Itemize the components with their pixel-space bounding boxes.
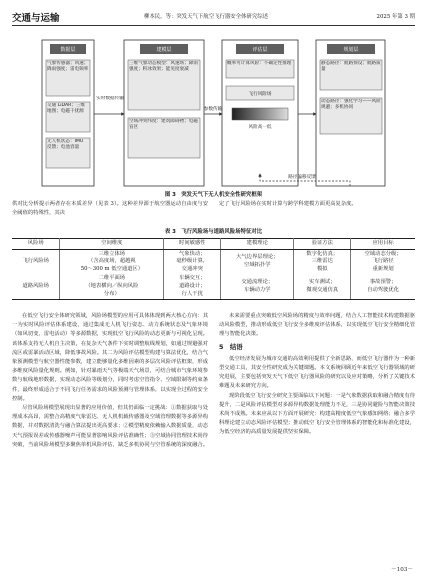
table-cell: 车辆交互； 道路设计； 行人干扰	[164, 274, 221, 299]
paragraph: 定了飞行风险场在实时计算与跨学科建模方面更高复杂度。	[219, 201, 357, 207]
paragraph: 供对比分析提示两者存在本质差异（见表 3）。这种差异源于航空器运动自由度与安全阈值的特殊性，其决	[12, 201, 208, 217]
param-label: 参数传输	[203, 107, 223, 112]
text-top-right	[219, 200, 415, 209]
table-caption: 表 3 飞行风险场与道路风险场特征对比	[164, 229, 263, 235]
col-header: 建模理论	[221, 239, 294, 250]
table-cell: 数字化仿真； 三维雷达 模拟	[294, 249, 351, 274]
right-column	[219, 312, 415, 567]
table-cell: 道路风险场	[12, 274, 60, 299]
research-framework-figure	[40, 38, 387, 188]
stage-label-data: 数据层	[60, 47, 76, 53]
section-title: 5 结语	[219, 342, 243, 351]
paragraph: 未来需要重点突破低空风险场的精度与效率问题，结合人工智能技术构建数据驱动风险模型，推动形成低空飞行安全多维度评估体系，以实现低空飞行安全精细化管理与智能化决策。	[219, 313, 415, 338]
data-item-weather: 气象传感器；风速；降雨强度；雷电频率	[47, 61, 89, 72]
col-header: 验证方法	[294, 239, 351, 250]
table-cell: 二维平面场 （地表横向／纵向风险 分布）	[60, 274, 164, 299]
paragraph: 尽管风险场模型展现出显著的应用价值，但其仍面临一定挑战：①数据获取与处理成本高昂，需整合高精度气象雷达、无人机机载传感器及空域管理数据等多源异构数据，并对数据清洗与融合算法提出更高要求；②模型精度依赖输入数据质量，动态天气预报误差或传感器噪声可能显著影响风险评估准确性；③空域协同管理技术尚待突破，当前风险场模型多聚焦单机风险评估，缺乏多机协同与空管系统的深度融合。	[12, 405, 208, 448]
text-top-left	[12, 200, 208, 218]
table-cell: 实车测试； 微观交通仿真	[294, 274, 351, 299]
col-header: 时间敏感性	[164, 239, 221, 250]
paragraph: 在低空飞行安全体研究领域，风险场模型的应用可具体体现到两大核心方向：其一为实时风险评估体系建设，通过集成无人机飞行姿态、动力系统状态及气象环境（如风切变、雷电活动）等多源数据，实现低空飞行风险的动态更新与可视化呈现。该体系支持无人机自主决策，在复杂天气条件下实时调整航线规划，如通过规避强对流区或雷暴活动区域，降低事故风险。其二为风险评估模型构建与算法优化，结合气象预测模型与航空器性能参数，建立能够量化多维因素的多层次风险评估框架，形成多维度风险量化规则。例如，针对暴雨天气等极端天气场景，可结合城市气象环境参数与航线地形数据，实现动态风险等级划分，同时考虑空管指令、空域限制等约束条件，最终形成适合于不同飞行任务需求的风险预测与管理体系，以实现全过程的安全控制。	[12, 313, 208, 402]
model-item-conflict: 空域冲突纬度：建筑障碍物；电磁盲区	[129, 119, 198, 131]
comparison-table	[12, 238, 415, 300]
stage-label-plan: 规划层	[343, 47, 359, 53]
page-number: －103－	[391, 567, 413, 573]
figure-caption: 图 3 突发天气下无人机安全性研究框架	[164, 192, 263, 198]
eval-item-risk-level: 风险高一低	[248, 125, 272, 130]
table-cell: 事故预警； 自动驾驶优化	[351, 274, 415, 299]
plan-item-dynamic: 动态路径：强化学习——风险规避；多机协同	[321, 99, 381, 111]
journal-title: 交通与运输	[12, 13, 60, 24]
stage-label-model: 建模层	[156, 47, 172, 53]
issue-label: 2025 年第 3 期	[376, 14, 415, 20]
table-row	[12, 274, 415, 299]
eval-item-risk-field: 飞行风险场	[248, 92, 272, 97]
col-header: 应用目标	[351, 239, 415, 250]
plan-item-static: 静态路径：航路预设；航路质量	[321, 61, 381, 73]
col-header: 风险场	[12, 239, 60, 250]
table-cell: 交通流理论； 车辆动力学	[221, 274, 294, 299]
table-cell: 空域动态分级； 飞行路径 重新规划	[364, 250, 402, 272]
table-cell: 三维立体场 （含高度场，超越视 50～300 m 低空通道区）	[60, 249, 164, 274]
model-item-weather: 三维气象动态模型：风速场；降雨强度；积冰效果；能见度衰减	[129, 61, 198, 73]
table-header-row	[12, 239, 415, 250]
table-cell: 气象快动； 毫秒级计算， 交通冲突	[164, 249, 221, 274]
running-title: 柳本民，等：突发天气下航空飞行器安全体研究综述	[144, 14, 268, 20]
paragraph: 现阶段低空飞行安全研究主要面临以下问题：一是气象数据获取和融合精度有待提升，二是风险评估模型对多源异构数据处理能力不足，三是协同避险与智能决策技术尚不成熟。未来应从以下方面开展研究：构建高精度低空气象感知网络；融合多学科理论建立动态风险评估模型；推动低空飞行安全管理体系的智能化和标准化建设，为低空经济的高质量发展提供坚实保障。	[219, 392, 415, 436]
data-item-uav: 无人机状态：IMU 反馈；电池容量	[47, 139, 84, 150]
eval-item-probability: 概率可计算风险：不确定性推理	[227, 61, 292, 66]
table-cell: 飞行风险场	[12, 249, 60, 274]
table-row	[12, 249, 415, 274]
stage-label-eval: 评估层	[252, 47, 268, 53]
table-cell: 大气边界层理论； 空域拓扑学	[221, 249, 294, 274]
col-header: 空间维度	[60, 239, 164, 250]
page-header	[12, 10, 415, 26]
data-item-traffic: 交通 LiDAR；三维地图；电磁干扰源	[47, 103, 86, 114]
feedback-label: 路径偏移反馈	[288, 175, 316, 180]
paragraph: 低空经济发展为城市交通的高效利用提供了全新思路，而低空飞行器作为一种新型交通工具，其安全性研究成为关键课题。本文系统回顾近年来低空飞行器领域的研究进展，主要包括突发天气下低空飞行器风险的研究以及应对策略，分析了关键技术难题及未来研究方向。	[219, 355, 415, 390]
connector-label: 实时数据传输	[96, 96, 124, 101]
left-column	[12, 312, 208, 567]
